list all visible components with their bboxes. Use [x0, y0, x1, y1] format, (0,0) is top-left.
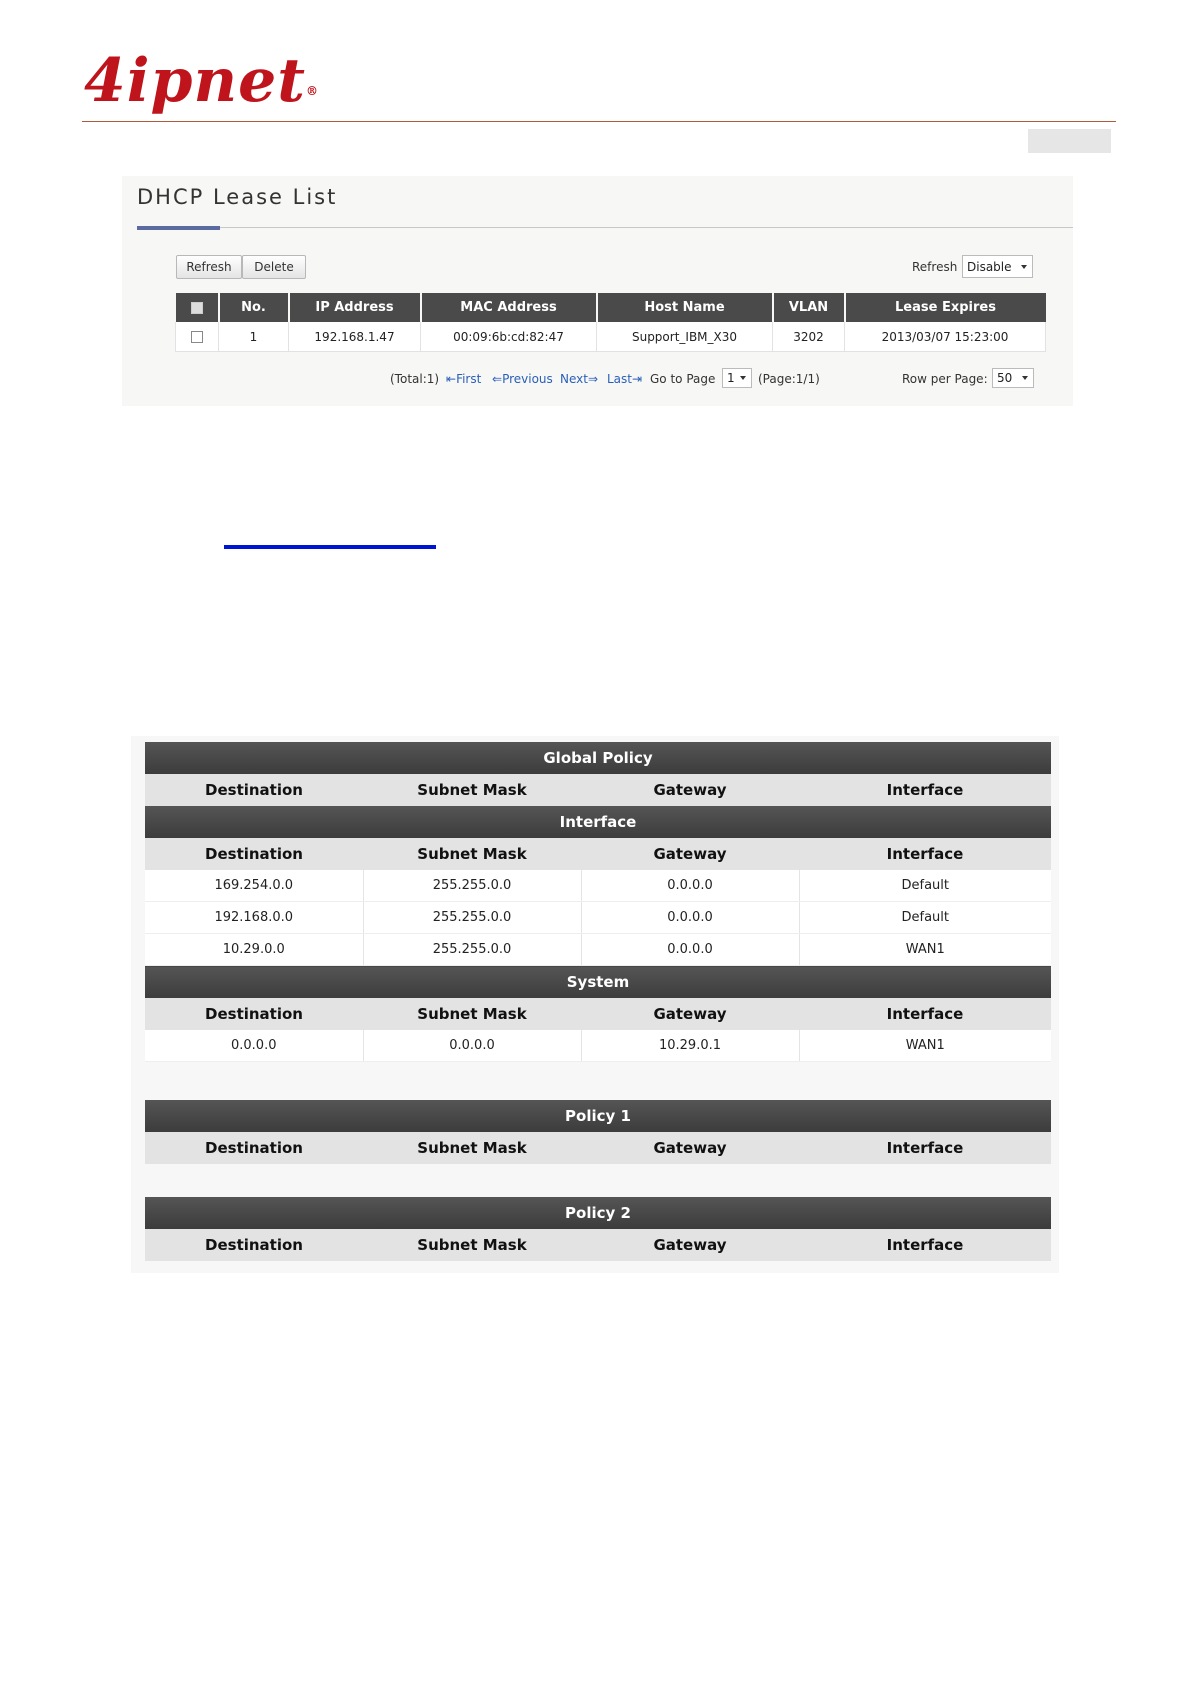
title-divider — [137, 227, 1073, 228]
pager-previous-label: Previous — [502, 372, 553, 386]
cell-destination: 0.0.0.0 — [145, 1030, 363, 1062]
section-title-interface: Interface — [145, 806, 1051, 838]
col-interface: Interface — [799, 998, 1051, 1030]
col-destination: Destination — [145, 1229, 363, 1261]
pager-goto-label: Go to Page — [650, 372, 716, 386]
routing-table-panel — [131, 736, 1059, 1273]
cell-gateway: 0.0.0.0 — [581, 902, 799, 934]
cell-interface: Default — [799, 870, 1051, 902]
column-header-row — [145, 1132, 1051, 1164]
routing-table-main — [145, 742, 1051, 1062]
pager-total: (Total:1) — [390, 372, 440, 386]
col-gateway: Gateway — [581, 1229, 799, 1261]
lease-table — [175, 293, 1046, 352]
pager-next-link[interactable] — [560, 372, 598, 386]
table-row — [145, 870, 1051, 902]
row-checkbox[interactable] — [191, 331, 203, 343]
auto-refresh-label: Refresh — [912, 260, 958, 274]
chevron-down-icon — [740, 376, 746, 380]
auto-refresh-value: Disable — [967, 259, 1012, 274]
cell-subnet-mask: 255.255.0.0 — [363, 934, 581, 966]
next-arrow-icon: ⇒ — [587, 372, 599, 386]
header-corner-box — [1028, 129, 1111, 153]
cell-destination: 169.254.0.0 — [145, 870, 363, 902]
table-row — [145, 902, 1051, 934]
pager-first-label: First — [456, 372, 482, 386]
pager-previous-link[interactable] — [492, 372, 553, 386]
pager-last-link[interactable] — [607, 372, 642, 386]
table-row — [145, 934, 1051, 966]
cell-destination: 10.29.0.0 — [145, 934, 363, 966]
section-title-policy-2: Policy 2 — [145, 1197, 1051, 1229]
cell-interface: WAN1 — [799, 934, 1051, 966]
col-gateway: Gateway — [581, 838, 799, 870]
cell-gateway: 0.0.0.0 — [581, 870, 799, 902]
col-subnet-mask: Subnet Mask — [363, 1132, 581, 1164]
page-title: DHCP Lease List — [137, 185, 338, 209]
system-section-header — [145, 966, 1051, 999]
col-gateway: Gateway — [581, 774, 799, 806]
rows-per-page-value: 50 — [997, 371, 1013, 385]
cell-destination: 192.168.0.0 — [145, 902, 363, 934]
section-title-system: System — [145, 966, 1051, 999]
col-destination: Destination — [145, 774, 363, 806]
col-no[interactable]: No. — [219, 293, 289, 322]
cell-mac: 00:09:6b:cd:82:47 — [421, 322, 597, 352]
chevron-down-icon — [1021, 265, 1027, 269]
page-select[interactable] — [722, 368, 752, 388]
dhcp-lease-panel — [122, 176, 1073, 406]
col-destination: Destination — [145, 1132, 363, 1164]
header-divider — [82, 121, 1116, 122]
brand-logo — [84, 46, 319, 116]
table-row — [145, 1030, 1051, 1062]
col-subnet-mask: Subnet Mask — [363, 838, 581, 870]
cell-no: 1 — [219, 322, 289, 352]
global-policy-header — [145, 742, 1051, 774]
col-subnet-mask: Subnet Mask — [363, 774, 581, 806]
column-header-row — [145, 838, 1051, 870]
section-title-global-policy: Global Policy — [145, 742, 1051, 774]
col-vlan[interactable]: VLAN — [773, 293, 845, 322]
col-interface: Interface — [799, 838, 1051, 870]
select-all-checkbox[interactable] — [191, 302, 203, 314]
cell-gateway: 10.29.0.1 — [581, 1030, 799, 1062]
previous-arrow-icon: ⇐ — [492, 372, 503, 386]
col-gateway: Gateway — [581, 998, 799, 1030]
policy-2-header — [145, 1197, 1051, 1229]
pager-last-label: Last — [607, 372, 632, 386]
first-arrow-icon: ⇤ — [446, 372, 457, 386]
col-lease-expires[interactable]: Lease Expires — [845, 293, 1046, 322]
section-title-policy-1: Policy 1 — [145, 1100, 1051, 1132]
routing-table-policy-2 — [145, 1197, 1051, 1261]
cell-subnet-mask: 255.255.0.0 — [363, 902, 581, 934]
cell-interface: WAN1 — [799, 1030, 1051, 1062]
cell-vlan: 3202 — [773, 322, 845, 352]
blue-underline — [224, 545, 436, 549]
row-select-cell — [176, 322, 219, 352]
cell-ip: 192.168.1.47 — [289, 322, 421, 352]
cell-expires: 2013/03/07 15:23:00 — [845, 322, 1046, 352]
col-host-name[interactable]: Host Name — [597, 293, 773, 322]
col-ip-address[interactable]: IP Address — [289, 293, 421, 322]
col-subnet-mask: Subnet Mask — [363, 998, 581, 1030]
rows-per-page-label: Row per Page: — [902, 372, 988, 386]
col-destination: Destination — [145, 838, 363, 870]
column-header-row — [145, 774, 1051, 806]
page-select-value: 1 — [727, 371, 735, 385]
refresh-button[interactable]: Refresh — [176, 255, 242, 279]
col-mac-address[interactable]: MAC Address — [421, 293, 597, 322]
column-header-row — [145, 998, 1051, 1030]
select-all-cell — [176, 293, 219, 322]
col-interface: Interface — [799, 1132, 1051, 1164]
col-gateway: Gateway — [581, 1132, 799, 1164]
last-arrow-icon: ⇥ — [632, 372, 643, 386]
col-subnet-mask: Subnet Mask — [363, 1229, 581, 1261]
rows-per-page-select[interactable] — [992, 368, 1034, 388]
pager-first-link[interactable] — [446, 372, 481, 386]
col-interface: Interface — [799, 774, 1051, 806]
cell-gateway: 0.0.0.0 — [581, 934, 799, 966]
col-interface: Interface — [799, 1229, 1051, 1261]
delete-button[interactable]: Delete — [242, 255, 306, 279]
cell-subnet-mask: 0.0.0.0 — [363, 1030, 581, 1062]
brand-logo-text: 4ipnet — [84, 46, 307, 116]
pager-page-info: (Page:1/1) — [758, 372, 820, 386]
routing-table-policy-1 — [145, 1100, 1051, 1164]
col-destination: Destination — [145, 998, 363, 1030]
cell-subnet-mask: 255.255.0.0 — [363, 870, 581, 902]
cell-host: Support_IBM_X30 — [597, 322, 773, 352]
table-row — [176, 322, 1046, 352]
cell-interface: Default — [799, 902, 1051, 934]
registered-mark: ® — [306, 84, 320, 98]
title-accent-bar — [137, 226, 220, 230]
auto-refresh-select[interactable] — [962, 255, 1033, 278]
lease-table-header — [176, 293, 1046, 322]
interface-section-header — [145, 806, 1051, 838]
policy-1-header — [145, 1100, 1051, 1132]
pager-next-label: Next — [560, 372, 588, 386]
column-header-row — [145, 1229, 1051, 1261]
chevron-down-icon — [1022, 376, 1028, 380]
